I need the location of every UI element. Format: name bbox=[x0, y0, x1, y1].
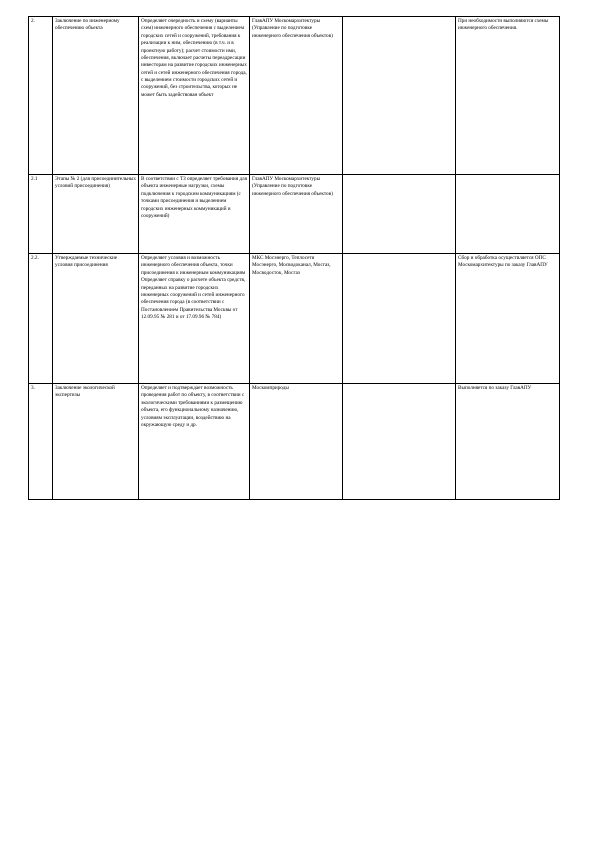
empty-cell bbox=[343, 175, 456, 254]
row-number-cell: 2. bbox=[29, 17, 53, 175]
empty-cell bbox=[343, 384, 456, 500]
notes-cell bbox=[456, 175, 560, 254]
responsible-organization-cell: МКС Мосэнерго, Теплосети Мосэнерго, Мосводоканал, Мосгаз, Мосводосток, Мосгаз bbox=[250, 254, 343, 384]
document-name-cell: Заключение по инженерному обеспечению объекта bbox=[53, 17, 139, 175]
description-cell: Определяет очередность и схему (варианты схем) инженерного обеспечения с выделением городских сетей и сооружений, требования к реализации к ним, обеспечению (в т.ч. и в проектную работу); расчет стоимости ими, обеспечения, включает расчеты переадресации инвесторам на развитие городских инженерных сетей и сетей инженерного обеспечения города, с выделением стоимости городских сетей и сооружений, без строительства, которых не может быть задействован объект bbox=[139, 17, 250, 175]
notes-cell: При необходимости выполняются схемы инженерного обеспечения. bbox=[456, 17, 560, 175]
responsible-organization-cell: ГлавАПУ Москомархитектуры (Управление по подготовке инженерного обеспечения объектов) bbox=[250, 17, 343, 175]
document-name-cell: Утверждаемые технические условия присоединения bbox=[53, 254, 139, 384]
description-cell: Определяет и подтверждает возможность проведения работ по объекту, в соответствии с экологическими требованиями к размещению объекта, его функциональному назначению, условиям эксплуатации, воздействию на окружающую среду и др. bbox=[139, 384, 250, 500]
empty-cell bbox=[343, 17, 456, 175]
row-number-cell: 3. bbox=[29, 384, 53, 500]
document-name-cell: Этапы № 2 (для присоединительных условий присоединения) bbox=[53, 175, 139, 254]
row-number-cell: 2.1 bbox=[29, 175, 53, 254]
description-cell: Определяет условия и возможность инженерного обеспечения объекта, точки присоединения к инженерным коммуникациям Определяет справку о расчете объекта средств, переданных на развитие городских инженерных сооружений и сетей инженерного обеспечения города (в соответствии с Постановлением Правительства Москвы от 12.09.95 № 281 и от 17.09.96 № 784) bbox=[139, 254, 250, 384]
responsible-organization-cell: Москомприроды bbox=[250, 384, 343, 500]
notes-cell: Выполняется по заказу ГлавАПУ bbox=[456, 384, 560, 500]
table-row bbox=[29, 175, 560, 254]
notes-cell: Сбор и обработка осуществляется ОПС Москомархитектуры по заказу ГлавАПУ bbox=[456, 254, 560, 384]
empty-cell bbox=[343, 254, 456, 384]
approval-requirements-table bbox=[28, 16, 560, 500]
document-name-cell: Заключение экологической экспертизы bbox=[53, 384, 139, 500]
row-number-cell: 2.2. bbox=[29, 254, 53, 384]
table-row bbox=[29, 384, 560, 500]
responsible-organization-cell: ГлавАПУ Москомархитектуры (Управление по подготовке инженерного обеспечения объектов) bbox=[250, 175, 343, 254]
table-row bbox=[29, 254, 560, 384]
table-row bbox=[29, 17, 560, 175]
description-cell: В соответствии с ТЗ определяет требования для объекта инженерные нагрузки, схемы подключения к городским коммуникациям (с точками присоединения и выделением городских инженерных коммуникаций и сооружений) bbox=[139, 175, 250, 254]
